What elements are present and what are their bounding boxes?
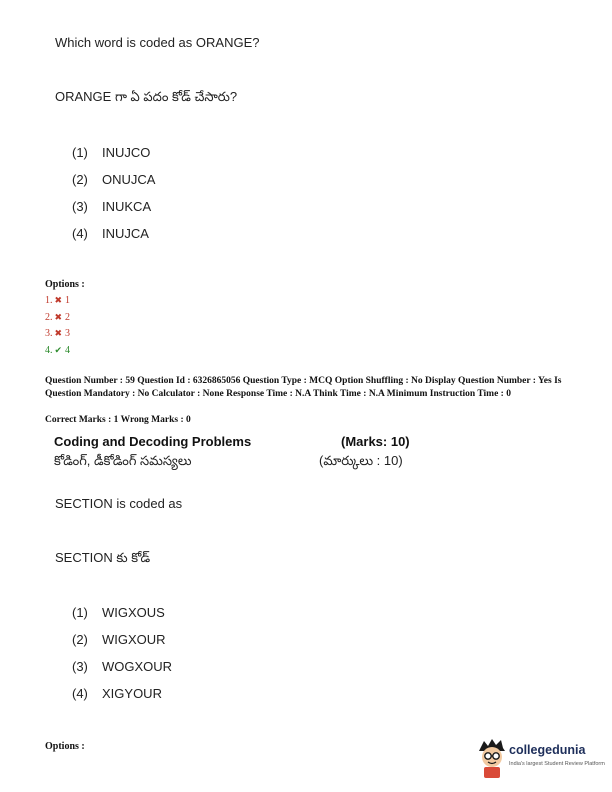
option-item-1: [45, 295, 70, 306]
section-marks-te: (మార్కులు : 10): [319, 453, 403, 468]
option-item-2: [45, 312, 70, 323]
wrong-cross-icon: ✖: [54, 295, 63, 305]
option-value: 1: [65, 295, 71, 306]
choice-text: WIGXOUR: [102, 632, 166, 647]
wrong-cross-icon: ✖: [54, 312, 63, 322]
choice-number: (4): [72, 226, 88, 241]
option-number: 1.: [45, 295, 53, 306]
wrong-cross-icon: ✖: [54, 328, 63, 338]
question-2-choice-2: [72, 632, 166, 647]
question-metadata: Question Number : 59 Question Id : 6326865056 Question Type : MCQ Option Shuffling : No Display Question Number : Yes Is Question Mandatory : No Calculator : None Response Time : N.A Think Time : N.A Minimum Instruction Time : 0: [45, 376, 562, 399]
options-label: Options :: [45, 279, 85, 290]
option-number: 2.: [45, 312, 53, 323]
choice-number: (1): [72, 605, 88, 620]
question-2-choice-3: [72, 659, 172, 674]
choice-text: INUJCO: [102, 145, 151, 160]
option-item-4: [45, 345, 70, 356]
option-value: 3: [65, 328, 71, 339]
choice-number: (4): [72, 686, 88, 701]
question-1-choice-4: [72, 226, 149, 241]
question-2-text-en: SECTION is coded as: [55, 496, 183, 511]
question-1-text-en: Which word is coded as ORANGE?: [55, 35, 260, 50]
marks-info: Correct Marks : 1 Wrong Marks : 0: [45, 415, 191, 425]
option-value: 2: [65, 312, 71, 323]
question-1-choice-2: [72, 172, 155, 187]
question-2-choice-4: [72, 686, 162, 701]
logo-tagline: India's largest Student Review Platform: [509, 761, 605, 767]
option-value: 4: [65, 345, 71, 356]
check-mark-icon: ✔: [54, 345, 63, 355]
section-title-te: కోడింగ్, డీకోడింగ్ సమస్యలు: [54, 453, 192, 468]
question-2-choice-1: [72, 605, 165, 620]
logo-name: collegedunia: [509, 743, 586, 757]
choice-number: (1): [72, 145, 88, 160]
choice-text: WIGXOUS: [102, 605, 165, 620]
choice-number: (3): [72, 199, 88, 214]
choice-number: (2): [72, 172, 88, 187]
option-number: 3.: [45, 328, 53, 339]
choice-number: (2): [72, 632, 88, 647]
choice-text: INUKCA: [102, 199, 152, 214]
mascot-logo-icon: [476, 737, 508, 779]
question-2-text-te: SECTION కు కోడ్: [55, 550, 151, 565]
options-label: Options :: [45, 741, 85, 752]
section-title: Coding and Decoding Problems: [54, 434, 252, 449]
choice-number: (3): [72, 659, 88, 674]
question-1-text-te: ORANGE గా ఏ పదం కోడ్ చేసారు?: [55, 89, 238, 104]
choice-text: INUJCA: [102, 226, 149, 241]
question-1-choice-1: [72, 145, 150, 160]
option-number: 4.: [45, 345, 53, 356]
choice-text: XIGYOUR: [102, 686, 162, 701]
question-1-choice-3: [72, 199, 151, 214]
option-item-3: [45, 328, 70, 339]
choice-text: WOGXOUR: [102, 659, 173, 674]
choice-text: ONUJCA: [102, 172, 156, 187]
section-marks: (Marks: 10): [341, 434, 410, 449]
